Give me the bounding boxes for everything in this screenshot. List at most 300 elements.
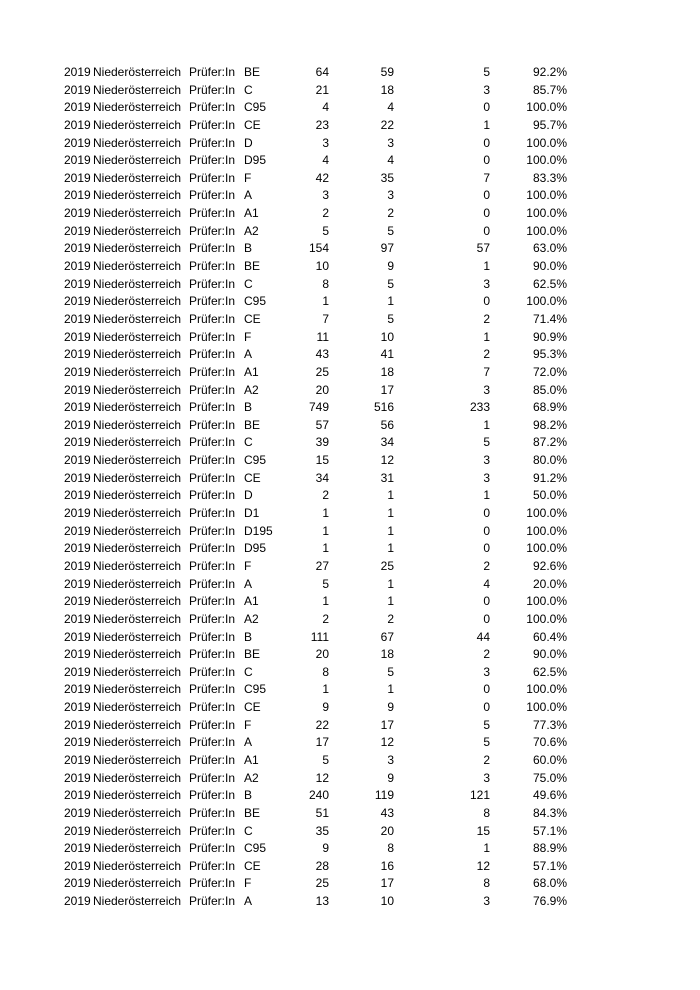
table-row (0, 505, 700, 523)
year-cell: 2019 (64, 717, 91, 732)
failed-count-cell: 57 (476, 241, 490, 256)
role-cell: Prüfer:In (189, 417, 236, 432)
year-cell: 2019 (64, 117, 91, 132)
passed-count-cell: 97 (380, 241, 394, 256)
total-count-cell: 4 (322, 153, 329, 168)
passed-count-cell: 67 (380, 629, 394, 644)
region-cell: Niederösterreich (93, 453, 182, 468)
total-count-cell: 9 (322, 700, 329, 715)
total-count-cell: 64 (315, 65, 329, 79)
year-cell: 2019 (64, 647, 91, 662)
year-cell: 2019 (64, 506, 91, 521)
year-cell: 2019 (64, 894, 91, 909)
table-row (0, 417, 700, 435)
failed-count-cell: 0 (483, 188, 490, 203)
table-row (0, 470, 700, 488)
passed-count-cell: 17 (380, 717, 394, 732)
failed-count-cell: 7 (483, 170, 490, 185)
role-cell: Prüfer:In (189, 153, 236, 168)
year-cell: 2019 (64, 294, 91, 309)
role-cell: Prüfer:In (189, 135, 236, 150)
failed-count-cell: 4 (483, 576, 490, 591)
year-cell: 2019 (64, 470, 91, 485)
failed-count-cell: 121 (469, 788, 490, 803)
failed-count-cell: 1 (483, 259, 490, 274)
pass-rate-cell: 68.9% (532, 400, 567, 415)
license-class-cell: BE (244, 805, 261, 820)
total-count-cell: 34 (315, 470, 329, 485)
role-cell: Prüfer:In (189, 823, 236, 838)
year-cell: 2019 (64, 594, 91, 609)
table-row (0, 276, 700, 294)
license-class-cell: C (244, 823, 253, 838)
year-cell: 2019 (64, 576, 91, 591)
total-count-cell: 20 (315, 382, 329, 397)
pass-rate-cell: 84.3% (532, 805, 567, 820)
failed-count-cell: 0 (483, 506, 490, 521)
role-cell: Prüfer:In (189, 400, 236, 415)
failed-count-cell: 0 (483, 223, 490, 238)
role-cell: Prüfer:In (189, 170, 236, 185)
table-row (0, 293, 700, 311)
total-count-cell: 3 (322, 188, 329, 203)
region-cell: Niederösterreich (93, 329, 182, 344)
year-cell: 2019 (64, 170, 91, 185)
total-count-cell: 21 (315, 82, 329, 97)
table-row (0, 223, 700, 241)
total-count-cell: 8 (322, 276, 329, 291)
region-cell: Niederösterreich (93, 206, 182, 221)
license-class-cell: F (244, 717, 252, 732)
failed-count-cell: 3 (483, 382, 490, 397)
failed-count-cell: 1 (483, 841, 490, 856)
passed-count-cell: 1 (387, 523, 394, 538)
role-cell: Prüfer:In (189, 382, 236, 397)
pass-rate-cell: 91.2% (532, 470, 567, 485)
total-count-cell: 51 (315, 805, 329, 820)
passed-count-cell: 1 (387, 594, 394, 609)
table-row (0, 805, 700, 823)
failed-count-cell: 0 (483, 135, 490, 150)
license-class-cell: D195 (244, 523, 273, 538)
role-cell: Prüfer:In (189, 241, 236, 256)
failed-count-cell: 2 (483, 752, 490, 767)
pass-rate-cell: 72.0% (532, 364, 567, 379)
failed-count-cell: 44 (476, 629, 490, 644)
year-cell: 2019 (64, 611, 91, 626)
pass-rate-cell: 57.1% (532, 823, 567, 838)
table-row (0, 434, 700, 452)
region-cell: Niederösterreich (93, 717, 182, 732)
pass-rate-cell: 100.0% (526, 506, 567, 521)
year-cell: 2019 (64, 788, 91, 803)
year-cell: 2019 (64, 153, 91, 168)
license-class-cell: A (244, 576, 253, 591)
passed-count-cell: 5 (387, 223, 394, 238)
year-cell: 2019 (64, 65, 91, 79)
failed-count-cell: 3 (483, 453, 490, 468)
license-class-cell: B (244, 241, 253, 256)
passed-count-cell: 16 (380, 858, 394, 873)
table-row (0, 787, 700, 805)
table-row (0, 311, 700, 329)
failed-count-cell: 0 (483, 153, 490, 168)
table-row (0, 558, 700, 576)
region-cell: Niederösterreich (93, 805, 182, 820)
total-count-cell: 2 (322, 611, 329, 626)
license-class-cell: BE (244, 259, 261, 274)
license-class-cell: CE (244, 311, 261, 326)
year-cell: 2019 (64, 259, 91, 274)
region-cell: Niederösterreich (93, 735, 182, 750)
total-count-cell: 240 (308, 788, 329, 803)
region-cell: Niederösterreich (93, 223, 182, 238)
year-cell: 2019 (64, 329, 91, 344)
license-class-cell: C (244, 435, 253, 450)
passed-count-cell: 1 (387, 576, 394, 591)
license-class-cell: C (244, 664, 253, 679)
role-cell: Prüfer:In (189, 894, 236, 909)
license-class-cell: CE (244, 700, 261, 715)
pass-rate-cell: 77.3% (532, 717, 567, 732)
table-row (0, 399, 700, 417)
passed-count-cell: 1 (387, 682, 394, 697)
table-row (0, 540, 700, 558)
total-count-cell: 15 (315, 453, 329, 468)
pass-rate-cell: 90.9% (532, 329, 567, 344)
passed-count-cell: 56 (380, 417, 394, 432)
passed-count-cell: 18 (380, 647, 394, 662)
passed-count-cell: 9 (387, 700, 394, 715)
role-cell: Prüfer:In (189, 488, 236, 503)
table-row (0, 823, 700, 841)
failed-count-cell: 3 (483, 894, 490, 909)
failed-count-cell: 2 (483, 647, 490, 662)
failed-count-cell: 3 (483, 82, 490, 97)
pass-rate-cell: 100.0% (526, 611, 567, 626)
year-cell: 2019 (64, 453, 91, 468)
role-cell: Prüfer:In (189, 259, 236, 274)
region-cell: Niederösterreich (93, 259, 182, 274)
year-cell: 2019 (64, 770, 91, 785)
region-cell: Niederösterreich (93, 647, 182, 662)
total-count-cell: 749 (308, 400, 329, 415)
role-cell: Prüfer:In (189, 100, 236, 115)
failed-count-cell: 0 (483, 523, 490, 538)
table-row (0, 64, 700, 82)
pass-rate-cell: 100.0% (526, 700, 567, 715)
license-class-cell: B (244, 400, 253, 415)
table-row (0, 681, 700, 699)
passed-count-cell: 59 (380, 65, 394, 79)
year-cell: 2019 (64, 700, 91, 715)
region-cell: Niederösterreich (93, 629, 182, 644)
passed-count-cell: 10 (380, 894, 394, 909)
license-class-cell: A (244, 894, 253, 909)
region-cell: Niederösterreich (93, 700, 182, 715)
role-cell: Prüfer:In (189, 558, 236, 573)
passed-count-cell: 43 (380, 805, 394, 820)
table-row (0, 770, 700, 788)
region-cell: Niederösterreich (93, 611, 182, 626)
year-cell: 2019 (64, 223, 91, 238)
table-row (0, 629, 700, 647)
license-class-cell: C (244, 82, 253, 97)
year-cell: 2019 (64, 435, 91, 450)
table-row (0, 205, 700, 223)
pass-rate-cell: 62.5% (532, 276, 567, 291)
role-cell: Prüfer:In (189, 594, 236, 609)
failed-count-cell: 7 (483, 364, 490, 379)
total-count-cell: 25 (315, 876, 329, 891)
year-cell: 2019 (64, 100, 91, 115)
passed-count-cell: 41 (380, 347, 394, 362)
table-row (0, 664, 700, 682)
passed-count-cell: 17 (380, 382, 394, 397)
license-class-cell: BE (244, 417, 261, 432)
total-count-cell: 10 (315, 259, 329, 274)
pass-rate-cell: 71.4% (532, 311, 567, 326)
year-cell: 2019 (64, 629, 91, 644)
passed-count-cell: 2 (387, 611, 394, 626)
license-class-cell: F (244, 329, 252, 344)
role-cell: Prüfer:In (189, 682, 236, 697)
total-count-cell: 35 (315, 823, 329, 838)
pass-rate-cell: 100.0% (526, 188, 567, 203)
passed-count-cell: 12 (380, 735, 394, 750)
pass-rate-cell: 62.5% (532, 664, 567, 679)
failed-count-cell: 1 (483, 329, 490, 344)
failed-count-cell: 0 (483, 100, 490, 115)
license-class-cell: C95 (244, 100, 267, 115)
total-count-cell: 22 (315, 717, 329, 732)
table-row (0, 329, 700, 347)
role-cell: Prüfer:In (189, 435, 236, 450)
region-cell: Niederösterreich (93, 382, 182, 397)
passed-count-cell: 516 (373, 400, 394, 415)
year-cell: 2019 (64, 347, 91, 362)
pass-rate-cell: 100.0% (526, 594, 567, 609)
table-row (0, 717, 700, 735)
role-cell: Prüfer:In (189, 541, 236, 556)
passed-count-cell: 3 (387, 752, 394, 767)
year-cell: 2019 (64, 135, 91, 150)
pass-rate-cell: 100.0% (526, 100, 567, 115)
role-cell: Prüfer:In (189, 364, 236, 379)
passed-count-cell: 1 (387, 506, 394, 521)
pass-rate-cell: 85.0% (532, 382, 567, 397)
pass-rate-cell: 100.0% (526, 294, 567, 309)
failed-count-cell: 3 (483, 276, 490, 291)
pass-rate-cell: 92.2% (532, 65, 567, 79)
role-cell: Prüfer:In (189, 876, 236, 891)
region-cell: Niederösterreich (93, 876, 182, 891)
pass-rate-cell: 100.0% (526, 135, 567, 150)
license-class-cell: D95 (244, 541, 267, 556)
pass-rate-cell: 57.1% (532, 858, 567, 873)
table-row (0, 593, 700, 611)
year-cell: 2019 (64, 664, 91, 679)
total-count-cell: 28 (315, 858, 329, 873)
license-class-cell: A2 (244, 223, 259, 238)
total-count-cell: 2 (322, 488, 329, 503)
total-count-cell: 8 (322, 664, 329, 679)
region-cell: Niederösterreich (93, 770, 182, 785)
year-cell: 2019 (64, 876, 91, 891)
table-row (0, 364, 700, 382)
year-cell: 2019 (64, 311, 91, 326)
total-count-cell: 5 (322, 576, 329, 591)
license-class-cell: D (244, 488, 253, 503)
passed-count-cell: 20 (380, 823, 394, 838)
passed-count-cell: 22 (380, 117, 394, 132)
passed-count-cell: 4 (387, 153, 394, 168)
region-cell: Niederösterreich (93, 506, 182, 521)
role-cell: Prüfer:In (189, 347, 236, 362)
passed-count-cell: 18 (380, 82, 394, 97)
license-class-cell: F (244, 558, 252, 573)
pass-rate-cell: 87.2% (532, 435, 567, 450)
year-cell: 2019 (64, 382, 91, 397)
failed-count-cell: 8 (483, 805, 490, 820)
failed-count-cell: 3 (483, 770, 490, 785)
total-count-cell: 25 (315, 364, 329, 379)
passed-count-cell: 1 (387, 294, 394, 309)
pass-rate-cell: 100.0% (526, 523, 567, 538)
region-cell: Niederösterreich (93, 241, 182, 256)
pass-rate-cell: 100.0% (526, 223, 567, 238)
region-cell: Niederösterreich (93, 664, 182, 679)
year-cell: 2019 (64, 400, 91, 415)
year-cell: 2019 (64, 752, 91, 767)
passed-count-cell: 17 (380, 876, 394, 891)
region-cell: Niederösterreich (93, 435, 182, 450)
license-class-cell: BE (244, 647, 261, 662)
license-class-cell: A2 (244, 382, 259, 397)
license-class-cell: D (244, 135, 253, 150)
role-cell: Prüfer:In (189, 276, 236, 291)
failed-count-cell: 0 (483, 682, 490, 697)
total-count-cell: 5 (322, 223, 329, 238)
total-count-cell: 3 (322, 135, 329, 150)
failed-count-cell: 0 (483, 594, 490, 609)
table-row (0, 699, 700, 717)
role-cell: Prüfer:In (189, 223, 236, 238)
passed-count-cell: 35 (380, 170, 394, 185)
failed-count-cell: 1 (483, 117, 490, 132)
failed-count-cell: 1 (483, 417, 490, 432)
region-cell: Niederösterreich (93, 65, 182, 79)
pass-rate-cell: 20.0% (532, 576, 567, 591)
passed-count-cell: 18 (380, 364, 394, 379)
role-cell: Prüfer:In (189, 506, 236, 521)
total-count-cell: 43 (315, 347, 329, 362)
role-cell: Prüfer:In (189, 770, 236, 785)
failed-count-cell: 3 (483, 664, 490, 679)
year-cell: 2019 (64, 276, 91, 291)
failed-count-cell: 2 (483, 558, 490, 573)
role-cell: Prüfer:In (189, 311, 236, 326)
region-cell: Niederösterreich (93, 523, 182, 538)
role-cell: Prüfer:In (189, 188, 236, 203)
license-class-cell: A1 (244, 206, 259, 221)
role-cell: Prüfer:In (189, 611, 236, 626)
passed-count-cell: 10 (380, 329, 394, 344)
role-cell: Prüfer:In (189, 82, 236, 97)
license-class-cell: A (244, 347, 253, 362)
region-cell: Niederösterreich (93, 823, 182, 838)
license-class-cell: A1 (244, 364, 259, 379)
license-class-cell: C95 (244, 453, 267, 468)
table-row (0, 487, 700, 505)
total-count-cell: 1 (322, 523, 329, 538)
failed-count-cell: 5 (483, 435, 490, 450)
region-cell: Niederösterreich (93, 153, 182, 168)
passed-count-cell: 1 (387, 541, 394, 556)
pass-rate-cell: 68.0% (532, 876, 567, 891)
license-class-cell: D1 (244, 506, 260, 521)
failed-count-cell: 2 (483, 311, 490, 326)
total-count-cell: 42 (315, 170, 329, 185)
license-class-cell: C (244, 276, 253, 291)
role-cell: Prüfer:In (189, 841, 236, 856)
table-row (0, 646, 700, 664)
table-row (0, 382, 700, 400)
table-row (0, 170, 700, 188)
role-cell: Prüfer:In (189, 329, 236, 344)
pass-rate-cell: 98.2% (532, 417, 567, 432)
license-class-cell: B (244, 629, 253, 644)
role-cell: Prüfer:In (189, 858, 236, 873)
pass-rate-cell: 100.0% (526, 541, 567, 556)
total-count-cell: 111 (310, 629, 329, 644)
table-row (0, 135, 700, 153)
pass-rate-cell: 100.0% (526, 206, 567, 221)
region-cell: Niederösterreich (93, 170, 182, 185)
pass-rate-cell: 70.6% (532, 735, 567, 750)
total-count-cell: 11 (316, 329, 329, 344)
total-count-cell: 17 (315, 735, 329, 750)
pass-rate-cell: 88.9% (532, 841, 567, 856)
failed-count-cell: 233 (469, 400, 490, 415)
role-cell: Prüfer:In (189, 576, 236, 591)
pass-rate-cell: 50.0% (532, 488, 567, 503)
failed-count-cell: 0 (483, 700, 490, 715)
total-count-cell: 1 (322, 682, 329, 697)
failed-count-cell: 12 (476, 858, 490, 873)
region-cell: Niederösterreich (93, 100, 182, 115)
role-cell: Prüfer:In (189, 700, 236, 715)
role-cell: Prüfer:In (189, 717, 236, 732)
passed-count-cell: 9 (387, 259, 394, 274)
role-cell: Prüfer:In (189, 629, 236, 644)
pass-rate-cell: 63.0% (532, 241, 567, 256)
total-count-cell: 2 (322, 206, 329, 221)
year-cell: 2019 (64, 364, 91, 379)
year-cell: 2019 (64, 841, 91, 856)
year-cell: 2019 (64, 858, 91, 873)
license-class-cell: A1 (244, 594, 259, 609)
total-count-cell: 13 (315, 894, 329, 909)
total-count-cell: 1 (322, 294, 329, 309)
region-cell: Niederösterreich (93, 188, 182, 203)
passed-count-cell: 8 (387, 841, 394, 856)
role-cell: Prüfer:In (189, 65, 236, 79)
region-cell: Niederösterreich (93, 788, 182, 803)
region-cell: Niederösterreich (93, 311, 182, 326)
failed-count-cell: 8 (483, 876, 490, 891)
license-class-cell: F (244, 876, 252, 891)
